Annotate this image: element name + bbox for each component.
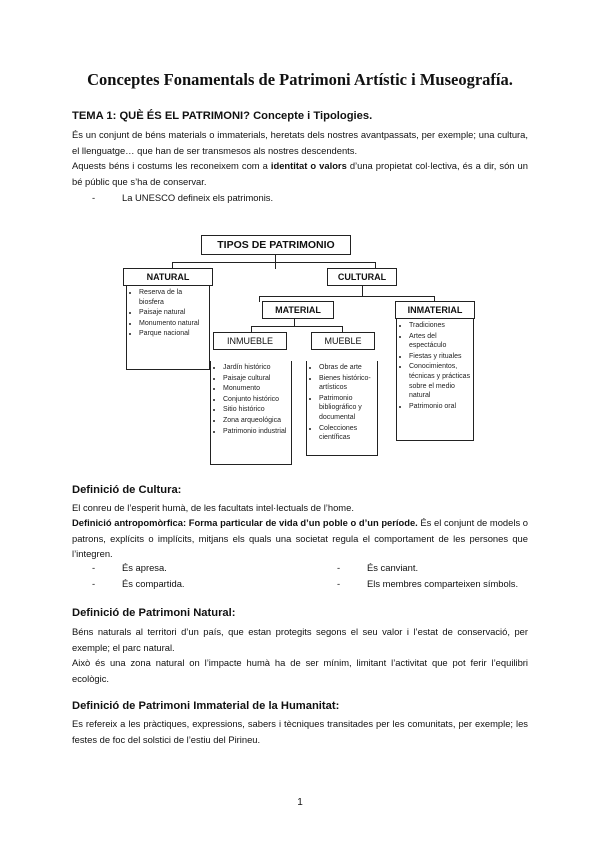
inmaterial-item: • Tradiciones xyxy=(409,321,471,331)
inmueble-item: • Paisaje cultural xyxy=(223,374,289,384)
diagram-cultural-box: CULTURAL xyxy=(327,268,397,286)
cultura-paragraph-1: El conreu de l’esperit humà, de les facultats intel·lectuals de l’home. xyxy=(72,502,354,513)
immaterial-def-heading: Definició de Patrimoni Immaterial de la Humanitat: xyxy=(72,700,340,712)
inmueble-item: • Sitio histórico xyxy=(223,405,289,415)
diagram-inmaterial-list xyxy=(396,319,474,441)
diagram-inmueble-box: INMUEBLE xyxy=(213,332,287,350)
cultura-bullet: - És apresa. xyxy=(92,562,167,573)
inmaterial-item: • Artes del espectáculo xyxy=(409,332,471,351)
cultura-p2-label: Definició antropomòrfica: xyxy=(72,517,187,528)
diagram-mueble-list xyxy=(306,361,378,456)
natural-def-paragraph-1: Béns naturals al territori d’un país, que estan protegits segons el seu valor i l’estat de conservació, per exemple; el parc natural. xyxy=(72,626,528,653)
tema-p2-a: Aquests béns i costums les reconeixem com a xyxy=(72,160,271,171)
cultura-p2-bold-rest: Forma particular de vida d’un poble o d’un període. xyxy=(186,517,418,528)
inmueble-item: • Conjunto histórico xyxy=(223,395,289,405)
tema-bullet-text: La UNESCO defineix els patrimonis. xyxy=(122,192,274,203)
inmueble-item: • Monumento xyxy=(223,384,289,394)
cultura-bullet: - Els membres comparteixen símbols. xyxy=(337,578,519,589)
inmaterial-item: • Fiestas y rituales xyxy=(409,352,471,362)
cultura-bullet-text: És canviant. xyxy=(367,562,419,573)
cultura-bullet: - És canviant. xyxy=(337,562,419,573)
natural-item: • Reserva de la biosfera xyxy=(139,288,207,307)
diagram-material-box: MATERIAL xyxy=(262,301,334,319)
inmueble-item: • Patrimonio industrial xyxy=(223,427,289,437)
inmueble-item: • Zona arqueológica xyxy=(223,416,289,426)
document-title: Conceptes Fonamentals de Patrimoni Artístic i Museografía. xyxy=(87,70,513,89)
cultura-bullet-text: És apresa. xyxy=(122,562,167,573)
tema-paragraph-2 xyxy=(72,158,528,189)
inmaterial-item: • Conocimientos, técnicas y prácticas sobre el medio natural xyxy=(409,362,471,400)
cultura-heading: Definició de Cultura: xyxy=(72,484,182,496)
natural-def-paragraph-2: Això és una zona natural on l’impacte humà ha de ser mínim, limitant l’activitat que pot ferir l’equilibri ecològic. xyxy=(72,657,528,684)
tema-heading: TEMA 1: QUÈ ÉS EL PATRIMONI? Concepte i Tipologies. xyxy=(72,110,373,122)
tema-bullet: - La UNESCO defineix els patrimonis. xyxy=(92,192,274,203)
mueble-item: • Bienes histórico-artísticos xyxy=(319,374,375,393)
tema-p2-bold: identitat o valors xyxy=(270,160,347,171)
inmaterial-item: • Patrimonio oral xyxy=(409,402,471,412)
natural-item: • Monumento natural xyxy=(139,319,207,329)
diagram-natural-box: NATURAL xyxy=(123,268,213,286)
cultura-bullet-text: Els membres comparteixen símbols. xyxy=(367,578,519,589)
diagram-inmueble-list xyxy=(210,361,292,465)
diagram-natural-list xyxy=(126,286,210,370)
mueble-item: • Obras de arte xyxy=(319,363,375,373)
natural-def-heading: Definició de Patrimoni Natural: xyxy=(72,607,236,619)
mueble-item: • Patrimonio bibliográfico y documental xyxy=(319,394,375,423)
inmueble-item: • Jardín histórico xyxy=(223,363,289,373)
tema-paragraph-1: És un conjunt de béns materials o immaterials, heretats dels nostres avantpassats, per exemple; una cultura, el llenguatge… que han de ser transmesos als nostres descendents. xyxy=(72,129,528,156)
cultura-paragraph-2 xyxy=(72,515,528,562)
mueble-item: • Colecciones científicas xyxy=(319,424,375,443)
tema-p2-c: d’una propietat col·lectiva, és a dir, són un bé públic que s’ha de conservar. xyxy=(72,160,528,187)
diagram-mueble-box: MUEBLE xyxy=(311,332,375,350)
diagram-root-box: TIPOS DE PATRIMONIO xyxy=(201,235,351,255)
page-number: 1 xyxy=(297,797,303,808)
cultura-bullet: - És compartida. xyxy=(92,578,185,589)
immaterial-def-paragraph-1: Es refereix a les pràctiques, expressions, sabers i tècniques transitades per les comunitats, per exemple; les festes de foc del solstici de l’estiu del Pirineu. xyxy=(72,718,528,745)
cultura-p2-rest: És el conjunt de models o patrons, explícits o implícits, mitjans els quals una societat regula el comportament de les persones que l’integren. xyxy=(72,517,528,559)
natural-item: • Paisaje natural xyxy=(139,308,207,318)
cultura-bullet-text: És compartida. xyxy=(122,578,185,589)
diagram-inmaterial-box: INMATERIAL xyxy=(395,301,475,319)
natural-item: • Parque nacional xyxy=(139,329,207,339)
